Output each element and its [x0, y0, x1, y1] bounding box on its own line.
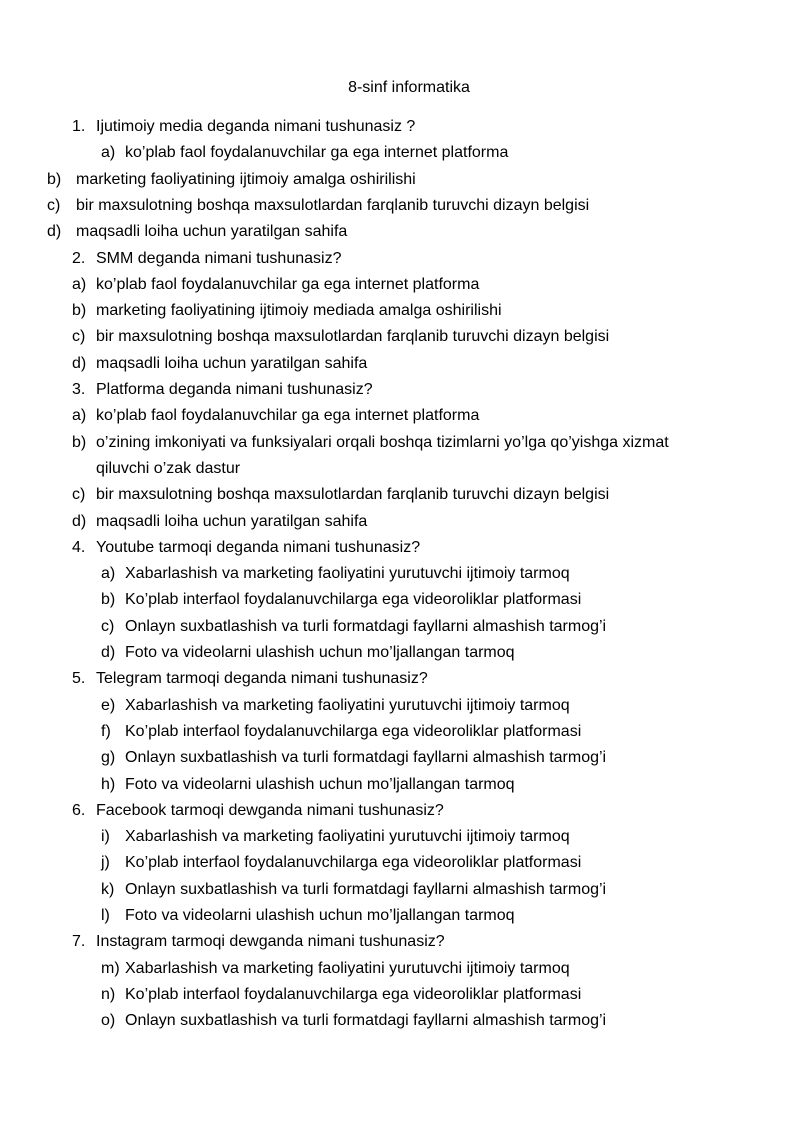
list-text: Ko’plab interfaol foydalanuvchilarga ega videoroliklar platformasi: [125, 854, 582, 872]
answer-option: [0, 590, 800, 616]
answer-continuation: [0, 459, 800, 485]
list-marker: b): [101, 591, 116, 609]
question-item: [0, 669, 800, 695]
answer-option: [0, 196, 800, 222]
list-marker: g): [101, 749, 116, 767]
list-text: marketing faoliyatining ijtimoiy amalga oshirilishi: [76, 170, 416, 188]
list-text: Onlayn suxbatlashish va turli formatdagi fayllarni almashish tarmog’i: [125, 617, 607, 635]
list-marker: c): [47, 196, 61, 214]
list-text: Ijutimoiy media deganda nimani tushunasiz ?: [96, 118, 416, 135]
list-marker: e): [101, 696, 116, 714]
list-text: Instagram tarmoqi dewganda nimani tushunasiz?: [96, 933, 445, 951]
list-text: Xabarlashish va marketing faoliyatini yurutuvchi ijtimoiy tarmoq: [125, 828, 570, 846]
answer-option: [0, 853, 800, 879]
list-text: Ko’plab interfaol foydalanuvchilarga ega videoroliklar platformasi: [125, 591, 582, 609]
list-marker: 4.: [72, 538, 86, 556]
answer-option: [0, 222, 800, 248]
list-text: Onlayn suxbatlashish va turli formatdagi fayllarni almashish tarmog’i: [125, 1012, 607, 1030]
list-text: ko’plab faol foydalanuvchilar ga ega internet platforma: [96, 275, 480, 293]
list-marker: b): [72, 302, 87, 320]
question-item: [0, 801, 800, 827]
list-text: maqsadli loiha uchun yaratilgan sahifa: [76, 223, 348, 241]
answer-option: [0, 880, 800, 906]
list-marker: c): [72, 486, 86, 504]
list-marker: m): [101, 959, 120, 977]
list-marker: j): [101, 854, 110, 872]
answer-option: [0, 512, 800, 538]
list-text: Youtube tarmoqi deganda nimani tushunasiz?: [96, 538, 421, 556]
answer-option: [0, 643, 800, 669]
list-marker: 2.: [72, 249, 86, 267]
list-text: o’zining imkoniyati va funksiyalari orqali boshqa tizimlarni yo’lga qo’yishga xizmat: [96, 433, 669, 451]
list-text: bir maxsulotning boshqa maxsulotlardan farqlanib turuvchi dizayn belgisi: [96, 486, 610, 504]
question-item: [0, 117, 800, 143]
list-marker: n): [101, 985, 116, 1003]
list-marker: h): [101, 775, 116, 793]
answer-option: [0, 301, 800, 327]
list-marker: l): [101, 907, 110, 924]
answer-option: [0, 485, 800, 511]
list-marker: f): [101, 722, 111, 740]
list-text: bir maxsulotning boshqa maxsulotlardan farqlanib turuvchi dizayn belgisi: [76, 196, 590, 214]
list-marker: 1.: [72, 118, 86, 135]
list-marker: 7.: [72, 933, 86, 951]
answer-option: [0, 564, 800, 590]
list-marker: b): [47, 170, 62, 188]
list-marker: a): [72, 407, 87, 425]
list-marker: a): [101, 565, 116, 583]
list-marker: c): [72, 328, 86, 346]
answer-option: [0, 617, 800, 643]
list-text: Onlayn suxbatlashish va turli formatdagi fayllarni almashish tarmog’i: [125, 749, 607, 767]
answer-option: [0, 959, 800, 985]
list-marker: 3.: [72, 381, 86, 398]
list-text: Ko’plab interfaol foydalanuvchilarga ega videoroliklar platformasi: [125, 985, 582, 1003]
list-marker: 5.: [72, 670, 86, 688]
list-text: marketing faoliyatining ijtimoiy mediada amalga oshirilishi: [96, 302, 502, 320]
list-text: ko’plab faol foydalanuvchilar ga ega internet platforma: [125, 144, 509, 162]
answer-option: [0, 722, 800, 748]
question-item: [0, 380, 800, 406]
answer-option: [0, 327, 800, 353]
list-text: Foto va videolarni ulashish uchun mo’ljallangan tarmoq: [125, 775, 515, 793]
list-text: Onlayn suxbatlashish va turli formatdagi fayllarni almashish tarmog’i: [125, 880, 607, 898]
list-text: SMM deganda nimani tushunasiz?: [96, 249, 342, 267]
answer-option: [0, 775, 800, 801]
list-text: Xabarlashish va marketing faoliyatini yurutuvchi ijtimoiy tarmoq: [125, 959, 570, 977]
answer-option: [0, 275, 800, 301]
question-item: [0, 538, 800, 564]
list-marker: a): [101, 144, 116, 162]
list-marker: a): [72, 275, 87, 293]
list-text: Xabarlashish va marketing faoliyatini yurutuvchi ijtimoiy tarmoq: [125, 696, 570, 714]
question-item: [0, 249, 800, 275]
list-marker: d): [72, 354, 87, 372]
list-text: ko’plab faol foydalanuvchilar ga ega internet platforma: [96, 407, 480, 425]
answer-option: [0, 696, 800, 722]
document-title: 8-sinf informatika: [348, 79, 470, 96]
list-marker: 6.: [72, 801, 86, 819]
answer-option: [0, 406, 800, 432]
answer-option: [0, 1011, 800, 1037]
list-marker: d): [101, 644, 116, 661]
answer-option: [0, 906, 800, 932]
list-marker: d): [47, 223, 62, 241]
list-marker: i): [101, 828, 110, 846]
list-text: maqsadli loiha uchun yaratilgan sahifa: [96, 354, 368, 372]
answer-option: [0, 433, 800, 459]
answer-option: [0, 170, 800, 196]
list-marker: b): [72, 433, 87, 451]
list-text: Platforma deganda nimani tushunasiz?: [96, 381, 373, 398]
list-marker: d): [72, 512, 87, 530]
question-item: [0, 932, 800, 958]
list-marker: o): [101, 1012, 116, 1030]
list-text: bir maxsulotning boshqa maxsulotlardan farqlanib turuvchi dizayn belgisi: [96, 328, 610, 346]
list-text: Xabarlashish va marketing faoliyatini yurutuvchi ijtimoiy tarmoq: [125, 565, 570, 583]
list-text: Telegram tarmoqi deganda nimani tushunasiz?: [96, 670, 428, 688]
list-text: Facebook tarmoqi dewganda nimani tushunasiz?: [96, 801, 444, 819]
list-text: maqsadli loiha uchun yaratilgan sahifa: [96, 512, 368, 530]
answer-option: [0, 985, 800, 1011]
list-text: Foto va videolarni ulashish uchun mo’ljallangan tarmoq: [125, 644, 515, 661]
answer-option: [0, 354, 800, 380]
answer-option: [0, 143, 800, 169]
list-marker: k): [101, 880, 115, 898]
answer-option: [0, 748, 800, 774]
list-text: Ko’plab interfaol foydalanuvchilarga ega videoroliklar platformasi: [125, 722, 582, 740]
list-text: qiluvchi o’zak dastur: [96, 459, 241, 477]
list-marker: c): [101, 617, 115, 635]
list-text: Foto va videolarni ulashish uchun mo’ljallangan tarmoq: [125, 907, 515, 924]
answer-option: [0, 827, 800, 853]
